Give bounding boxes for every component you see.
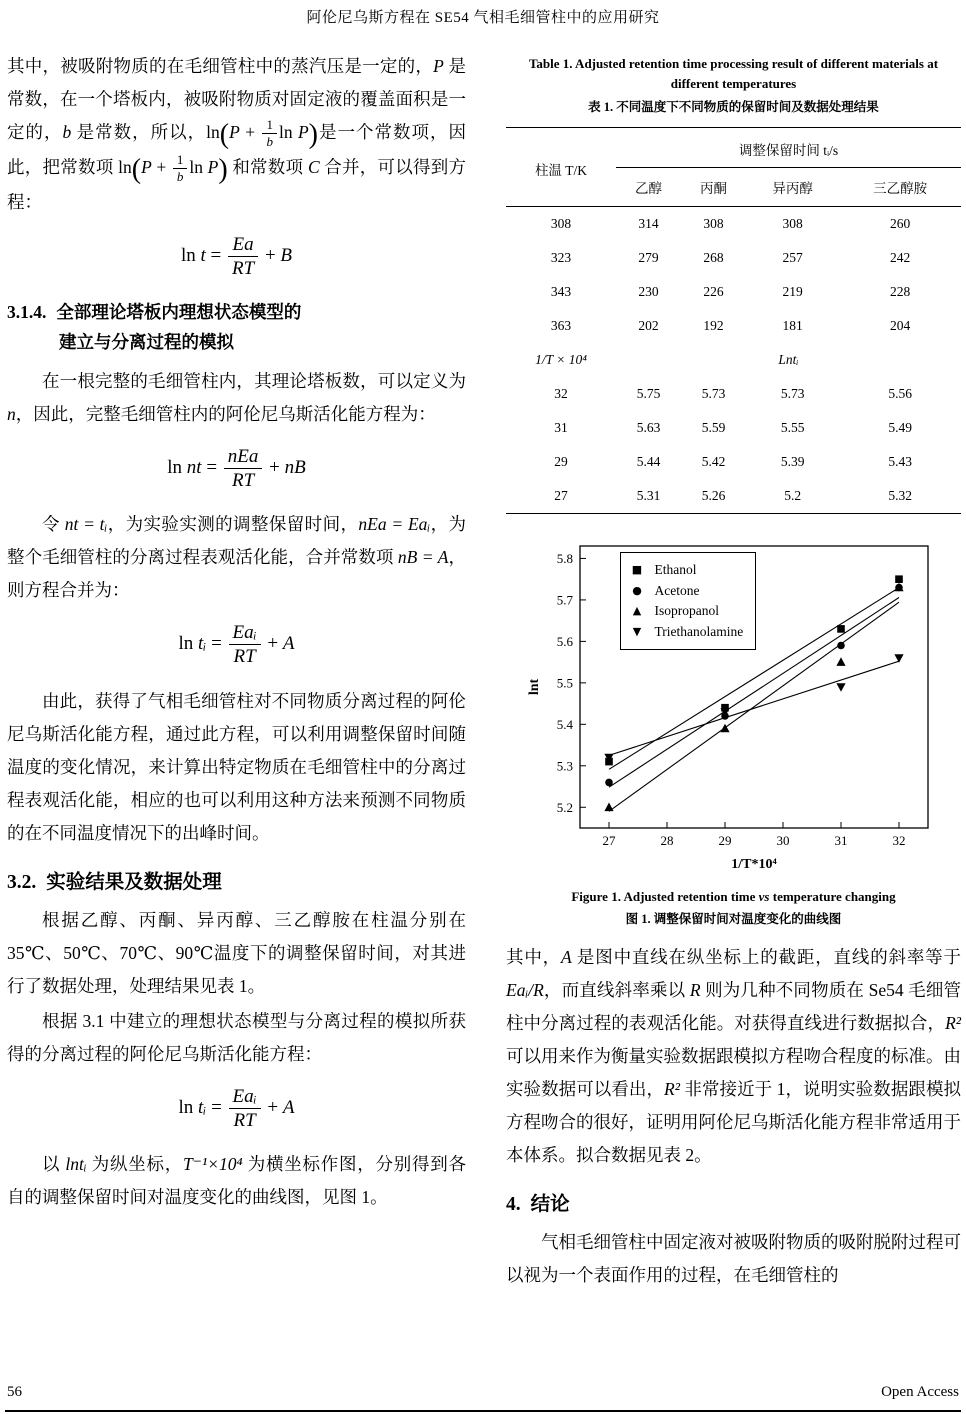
x-tick-label: 27 (602, 833, 615, 848)
cell-temp: 323 (550, 250, 572, 265)
col-header-ethanol: 乙醇 (616, 168, 681, 207)
heading-number: 3.1.4. (7, 301, 47, 322)
figure-1 (524, 532, 944, 877)
variable: C (307, 157, 320, 177)
equation-lnt (7, 234, 466, 280)
page-footer (7, 1384, 959, 1401)
cell-temp: 363 (550, 318, 572, 333)
open-access-label: Open Access (881, 1384, 959, 1400)
text-run: ，为整个毛细管柱的分离过程表观活化能，合并常数项 (7, 514, 466, 568)
eq-operator: ln (189, 157, 208, 177)
cell-value: 192 (703, 318, 724, 333)
table-row (506, 377, 961, 411)
paragraph: 由此，获得了气相毛细管柱对不同物质分离过程的阿伦尼乌斯活化能方程，通过此方程，可以利用调整保留时间随温度的变化情况，来计算出特定物质在毛细管柱中的分离过程表观活化能，相应的也可以利用这种方法来预测不同物质的在不同温度情况下的出峰时间。 (7, 690, 466, 843)
variable: R (689, 980, 701, 1000)
text-run: 在一根完整的毛细管柱内，其理论塔板数，可以定义为 (42, 370, 466, 391)
paragraph: 根据 3.1 中建立的理想状态模型与分离过程的模拟所获得的分离过程的阿伦尼乌斯活化能方程： (7, 1010, 466, 1064)
text-run: ，而直线斜率乘以 (543, 980, 690, 1000)
col-header-acetone: 丙酮 (681, 168, 746, 207)
table-row (506, 207, 961, 242)
eq-plus: + (262, 633, 283, 655)
variable: nEa = Eaᵢ (358, 514, 431, 535)
table-1 (506, 127, 961, 514)
variable: P (207, 157, 219, 177)
eq-equals: = (205, 245, 226, 267)
cell-inverse-temp: 32 (554, 386, 568, 401)
fraction (229, 622, 261, 668)
right-column (506, 50, 961, 1292)
eq-operator: ln (178, 1096, 199, 1118)
cell-value: 308 (703, 216, 724, 231)
denominator: b (176, 169, 184, 185)
variable: P (141, 157, 152, 177)
legend-label: Ethanol (654, 562, 697, 577)
close-paren: ) (218, 154, 228, 185)
eq-plus: + (239, 122, 261, 142)
cell-value: 5.31 (636, 488, 661, 503)
table-row (506, 411, 961, 445)
text-run: 其中，被吸附物质的在毛细管柱中的蒸汽压是一定的， (7, 56, 434, 76)
eq-constant: nB (284, 456, 306, 478)
equation-lnnt (7, 446, 466, 492)
x-tick-label: 28 (660, 833, 673, 848)
cell-value: 5.39 (780, 454, 805, 469)
eq-plus: + (260, 245, 281, 267)
open-paren: ( (219, 119, 230, 150)
x-tick-label: 29 (718, 833, 731, 848)
equation-lnti (7, 622, 466, 668)
numerator: 1 (262, 118, 277, 135)
cell-value: 228 (890, 284, 911, 299)
data-point (894, 654, 903, 663)
variable: P (433, 56, 444, 76)
cell-value: 181 (782, 318, 803, 333)
text-run: 为纵坐标， (86, 1154, 184, 1175)
cell-value: 204 (890, 318, 911, 333)
text-run: 非常接近于 1，说明实验数据跟模拟方程吻合的很好，证明用阿伦尼乌斯活化能方程非常适用于本体系。拟合数据见表 2。 (506, 1079, 962, 1165)
eq-plus: + (151, 157, 171, 177)
table-row (506, 445, 961, 479)
figure-caption-cn: 图 1. 调整保留时间对温度变化的曲线图 (625, 912, 842, 926)
data-point (836, 683, 845, 692)
cell-value: 279 (638, 250, 659, 265)
caption-text: Figure 1. Adjusted retention time (571, 889, 759, 904)
denominator: RT (232, 469, 255, 491)
data-point (837, 625, 845, 633)
caption-vs: vs (758, 889, 770, 904)
table-midheader-row (506, 343, 961, 377)
col-header-temperature: 柱温 T/K (506, 128, 616, 207)
denominator: RT (233, 1109, 256, 1131)
cell-value: 230 (638, 284, 659, 299)
variable: lntᵢ (65, 1154, 87, 1175)
cell-inverse-temp: 29 (554, 454, 568, 469)
eq-operator: ln (278, 122, 298, 142)
variable: Eaᵢ/R (506, 980, 544, 1000)
cell-value: 308 (782, 216, 803, 231)
text-run: 合并，可以得到方程： (7, 157, 466, 212)
table-caption-cn: 表 1. 不同温度下不同物质的保留时间及数据处理结果 (588, 100, 879, 114)
cell-temp: 343 (550, 284, 572, 299)
square-marker-icon: ■ (631, 563, 643, 576)
trend-line (609, 661, 899, 755)
legend-item (631, 560, 744, 581)
col-header-triethanolamine: 三乙醇胺 (839, 168, 961, 207)
cell-value: 257 (782, 250, 803, 265)
heading-text: 全部理论塔板内理想状态模型的 (56, 301, 302, 322)
text-run: 以 (42, 1154, 66, 1175)
x-tick-label: 31 (834, 833, 847, 848)
data-point (837, 642, 845, 650)
caption-text: temperature changing (769, 889, 896, 904)
paragraph (7, 365, 466, 431)
data-point (895, 575, 903, 583)
cell-value: 5.42 (701, 454, 726, 469)
cell-temp: 308 (550, 216, 572, 231)
text-run: 是常数，在一个塔板内，被吸附物质对固定液的覆盖面积是一定的， (7, 56, 467, 142)
x-axis-label: 1/T*10⁴ (730, 857, 777, 872)
text-run: 令 (42, 514, 65, 535)
variable: R² (945, 1013, 961, 1033)
cell-value: 5.63 (636, 420, 661, 435)
numerator: 1 (173, 153, 188, 170)
variable: P (229, 122, 240, 142)
y-tick-label: 5.8 (556, 550, 573, 566)
cell-value: 5.2 (784, 488, 802, 503)
col-header-isopropanol: 异丙醇 (746, 168, 839, 207)
cell-value: 5.55 (780, 420, 805, 435)
legend-label: Triethanolamine (654, 623, 744, 639)
cell-value: 5.59 (701, 420, 726, 435)
text-run: 其中， (506, 947, 561, 967)
equation-lnti-repeat (7, 1086, 466, 1132)
eq-operator: ln (180, 245, 201, 267)
eq-constant: A (282, 633, 295, 655)
legend-label: Isopropanol (654, 603, 719, 618)
cell-value: 5.56 (888, 386, 912, 401)
y-tick-label: 5.2 (556, 799, 573, 815)
x-tick-label: 32 (892, 833, 905, 848)
text-run: 为横坐标作图，分别得到各自的调整保留时间对温度变化的曲线图，见图 1。 (7, 1154, 467, 1208)
heading-number: 3.2. (7, 871, 37, 893)
legend-item (631, 581, 744, 602)
text-run: 是常数，所以， (71, 122, 207, 142)
cell-value: 5.49 (888, 420, 912, 435)
text-run: ，则方程合并为： (7, 547, 467, 601)
col-header-retention-time: 调整保留时间 tᵢ/s (616, 128, 961, 168)
variable: nt = tᵢ (64, 514, 108, 535)
eq-equals: = (206, 1096, 227, 1118)
text-run: 是图中直线在纵坐标上的截距，直线的斜率等于 (571, 947, 962, 967)
paragraph: 根据乙醇、丙酮、异丙醇、三乙醇胺在柱温分别在 35℃、50℃、70℃、90℃温度下的调整保留时间，对其进行了数据处理，处理结果见表 1。 (7, 909, 466, 996)
cell-inverse-temp: 27 (554, 488, 568, 503)
cell-value: 242 (890, 250, 911, 265)
paragraph: 气相毛细管柱中固定液对被吸附物质的吸附脱附过程可以视为一个表面作用的过程，在毛细管柱的 (506, 1232, 961, 1285)
numerator: Eaᵢ (229, 1086, 261, 1109)
variable: n (7, 403, 16, 424)
y-tick-label: 5.5 (556, 675, 573, 691)
triangle-up-marker-icon: ▲ (632, 604, 642, 617)
inline-formula (118, 151, 228, 185)
circle-marker-icon: ● (632, 583, 642, 597)
data-point (836, 657, 845, 666)
cell-value: 226 (703, 284, 724, 299)
text-run: ，因此，完整毛细管柱内的阿伦尼乌斯活化能方程为： (15, 403, 436, 424)
figure-caption-en (506, 889, 961, 905)
cell-value: 260 (890, 216, 911, 231)
table-caption-en: Table 1. Adjusted retention time processing result of different materials at different temperatures (528, 56, 939, 91)
paragraph (7, 50, 466, 219)
variable: nB = A (397, 547, 449, 568)
legend-item (631, 601, 744, 622)
heading-text: 实验结果及数据处理 (46, 871, 222, 893)
y-tick-label: 5.7 (556, 592, 573, 608)
table-row (506, 275, 961, 309)
eq-variable: t (200, 245, 206, 267)
mid-header-inverse-temp: 1/T × 10⁴ (535, 352, 587, 367)
cell-value: 219 (782, 284, 803, 299)
triangle-down-marker-icon: ▼ (632, 624, 642, 638)
x-tick-label: 30 (776, 833, 789, 848)
page-bottom-rule (5, 1410, 961, 1412)
eq-constant: B (280, 245, 293, 267)
cell-value: 5.73 (701, 386, 726, 401)
data-point (604, 803, 613, 812)
cell-value: 202 (638, 318, 659, 333)
variable: b (62, 122, 72, 142)
cell-value: 5.32 (888, 488, 912, 503)
paragraph (506, 941, 961, 1172)
eq-plus: + (262, 1096, 283, 1118)
fraction (228, 234, 258, 280)
variable: R² (664, 1079, 680, 1099)
section-heading-3-1-4 (7, 297, 466, 357)
heading-text: 结论 (530, 1194, 570, 1215)
mid-header-lnt: Lntᵢ (778, 352, 799, 367)
eq-variable: tᵢ (198, 1096, 207, 1118)
paragraph (7, 1148, 466, 1214)
cell-value: 5.73 (780, 386, 805, 401)
table-header-row (506, 128, 961, 168)
variable: P (297, 122, 309, 142)
text-run: 和常数项 (227, 157, 308, 177)
y-axis-label: lnt (526, 678, 542, 696)
fraction (224, 446, 263, 492)
eq-constant: A (282, 1096, 295, 1118)
chart-legend (620, 552, 757, 650)
close-paren: ) (308, 119, 318, 150)
eq-equals: = (201, 456, 222, 478)
table-row (506, 479, 961, 514)
fraction (173, 153, 188, 185)
eq-plus: + (264, 456, 285, 478)
denominator: RT (233, 646, 256, 668)
legend-item (631, 622, 744, 643)
text-run: ，为实验实测的调整保留时间， (107, 514, 359, 535)
cell-value: 5.44 (636, 454, 661, 469)
numerator: nEa (224, 446, 263, 469)
inline-formula (206, 116, 318, 150)
text-run: 是一个常数项，因此，把常数项 (7, 122, 467, 177)
heading-number: 4. (506, 1194, 521, 1215)
data-point (605, 779, 613, 787)
y-tick-label: 5.3 (556, 758, 573, 774)
cell-value: 314 (638, 216, 659, 231)
variable: T⁻¹×10⁴ (183, 1154, 243, 1175)
eq-variable: tᵢ (198, 633, 207, 655)
eq-operator: ln (167, 456, 187, 478)
eq-operator: ln (178, 633, 199, 655)
cell-value: 5.75 (636, 386, 661, 401)
cell-value: 5.26 (701, 488, 726, 503)
y-tick-label: 5.6 (556, 633, 573, 649)
open-paren: ( (131, 154, 142, 185)
cell-inverse-temp: 31 (554, 420, 568, 435)
eq-operator: ln (118, 157, 132, 177)
table-row (506, 309, 961, 343)
numerator: Eaᵢ (229, 622, 261, 645)
variable: A (561, 947, 572, 967)
eq-equals: = (206, 633, 227, 655)
eq-operator: ln (206, 122, 220, 142)
page-number: 56 (7, 1384, 22, 1400)
denominator: b (266, 134, 273, 150)
fraction (229, 1086, 261, 1132)
section-heading-4 (506, 1188, 961, 1216)
text-run: 可以用来作为衡量实验数据跟模拟方程吻合程度的标准。由实验数据可以看出， (506, 1046, 961, 1099)
y-tick-label: 5.4 (556, 716, 573, 732)
page-header-title: 阿伦尼乌斯方程在 SE54 气相毛细管柱中的应用研究 (306, 10, 660, 26)
section-heading-3-2 (7, 866, 466, 894)
cell-value: 268 (703, 250, 724, 265)
numerator: Ea (228, 234, 258, 257)
text-run: 则为几种不同物质在 Se54 毛细管柱中分离过程的表观活化能。对获得直线进行数据拟合， (506, 980, 962, 1033)
cell-value: 5.43 (888, 454, 912, 469)
heading-text-line2: 建立与分离过程的模拟 (59, 331, 234, 352)
table-row (506, 241, 961, 275)
eq-variable: nt (186, 456, 202, 478)
legend-label: Acetone (654, 582, 700, 598)
left-column (7, 50, 466, 1214)
denominator: RT (232, 258, 255, 280)
fraction (262, 118, 277, 150)
paragraph (7, 508, 466, 607)
